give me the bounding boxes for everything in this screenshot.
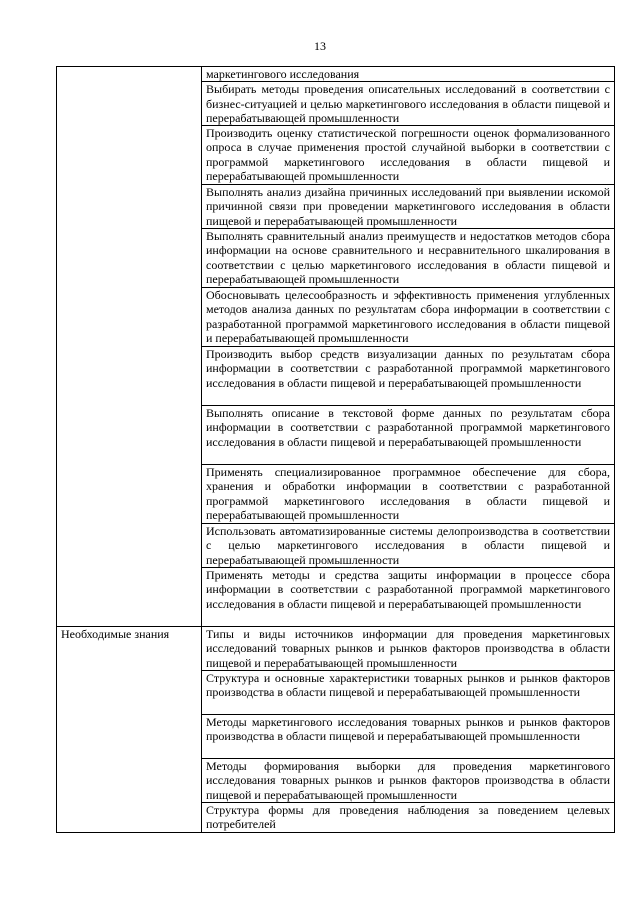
knowledge-item: Структура и основные характеристики товарных рынков и рынков факторов производства в области пищевой и перерабатывающей промышленности	[202, 671, 615, 715]
knowledge-label: Необходимые знания	[57, 627, 202, 833]
knowledge-item: Методы маркетингового исследования товарных рынков и рынков факторов производства в области пищевой и перерабатывающей промышленности	[202, 715, 615, 759]
skill-item: Использовать автоматизированные системы делопроизводства в соответствии с целью маркетингового исследования в области пищевой и перерабатывающей промышленности	[202, 524, 615, 568]
skill-item: Применять специализированное программное обеспечение для сбора, хранения и обработки информации в соответствии с разработанной программой маркетингового исследования в области пищевой и перерабатывающей промышленности	[202, 465, 615, 524]
skill-item: Производить выбор средств визуализации данных по результатам сбора информации в соответствии с разработанной программой маркетингового исследования в области пищевой и перерабатывающей промышленности	[202, 347, 615, 406]
skill-item: Выбирать методы проведения описательных исследований в соответствии с бизнес-ситуацией и целью маркетингового исследования в области пищевой и перерабатывающей промышленности	[202, 82, 615, 126]
table-row	[57, 627, 615, 671]
page-number: 13	[314, 39, 326, 53]
knowledge-item: Типы и виды источников информации для проведения маркетинговых исследований товарных рынков и рынков факторов производства в области пищевой и перерабатывающей промышленности	[202, 627, 615, 671]
knowledge-item: Структура формы для проведения наблюдения за поведением целевых потребителей	[202, 803, 615, 833]
requirements-table	[56, 66, 615, 833]
skill-item: Выполнять анализ дизайна причинных исследований при выявлении искомой причинной связи при проведении маркетингового исследования в области пищевой и перерабатывающей промышленности	[202, 185, 615, 229]
skills-label-cell	[57, 67, 202, 627]
skill-item: Производить оценку статистической погрешности оценок формализованного опроса в случае применения простой случайной выборки в соответствии с программой маркетингового исследования в области пищевой и перерабатывающей промышленности	[202, 126, 615, 185]
skill-item: Применять методы и средства защиты информации в процессе сбора информации в соответствии с разработанной программой маркетингового исследования в области пищевой и перерабатывающей промышленности	[202, 568, 615, 627]
skill-item: маркетингового исследования	[202, 67, 615, 82]
table-row	[57, 67, 615, 82]
skill-item: Выполнять сравнительный анализ преимуществ и недостатков методов сбора информации на основе сравнительного и несравнительного шкалирования в соответствии с целью маркетингового исследования в области пищевой и перерабатывающей промышленности	[202, 229, 615, 288]
knowledge-item: Методы формирования выборки для проведения маркетингового исследования товарных рынков и рынков факторов производства в области пищевой и перерабатывающей промышленности	[202, 759, 615, 803]
skill-item: Обосновывать целесообразность и эффективность применения углубленных методов анализа данных по результатам сбора информации в соответствии с разработанной программой маркетингового исследования в области пищевой и перерабатывающей промышленности	[202, 288, 615, 347]
skill-item: Выполнять описание в текстовой форме данных по результатам сбора информации в соответствии с разработанной программой маркетингового исследования в области пищевой и перерабатывающей промышленности	[202, 406, 615, 465]
